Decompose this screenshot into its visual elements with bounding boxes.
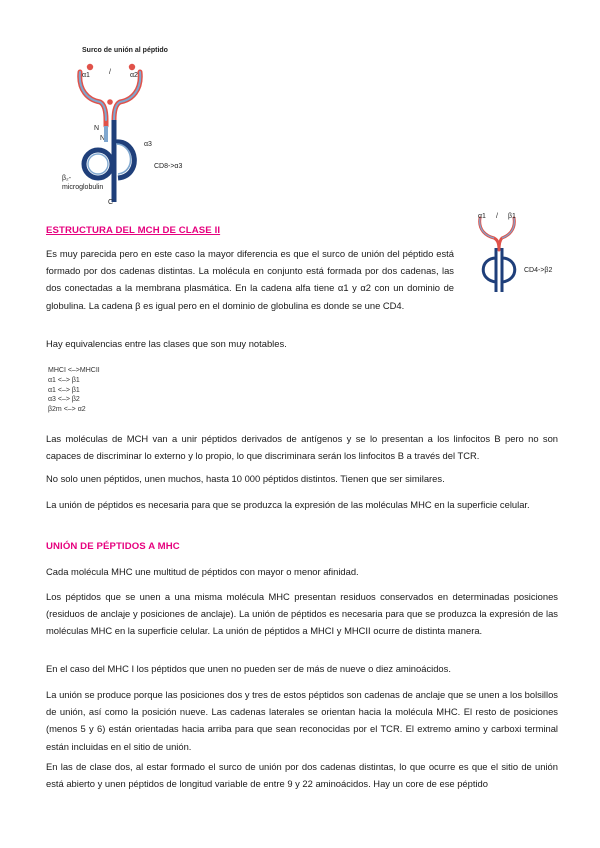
fig2-peptide-mark: / [496, 213, 498, 220]
mhc-class-i-figure [60, 42, 260, 212]
class-ii-right-lobe [502, 258, 515, 282]
paragraph-anchor-residues: Los péptidos que se unen a una misma molécula MHC presentan residuos conservados en determinadas posiciones (residuos de anclaje y posiciones de anclaje). La unión de péptidos es necesaria para que se produzca la expresión de las moléculas MHC en la superficie celular. La unión de péptidos a MHCI y MHCII ocurre de distinta manera. [46, 591, 558, 637]
equivalence-item: α3 <–> β2 [48, 396, 80, 404]
equivalence-list [48, 366, 100, 415]
section-title-peptide-binding: UNIÓN DE PÉPTIDOS A MHC [46, 541, 180, 552]
mhc-class-ii-figure [468, 204, 578, 300]
paragraph-affinity: Cada molécula MHC une multitud de péptidos con mayor o menor afinidad. [46, 566, 359, 577]
paragraph-peptide-count: No solo unen péptidos, unen muchos, hasta 10 000 péptidos distintos. Tienen que ser similares. [46, 473, 445, 484]
label-n-2: N [100, 135, 106, 142]
paragraph-binding-positions: La unión se produce porque las posiciones dos y tres de estos péptidos son cadenas de anclaje que se unen a los bolsillos de unión, así como la posición nueve. Las cadenas laterales se orientan hacia la molécula MHC. El resto de posiciones (menos 5 y 6) están orientadas hacia arriba para que sean reconocidas por el TCR. El extremo amino y carboxi terminal están incluidas en el sitio de unión. [46, 689, 558, 752]
paragraph-equivalences: Hay equivalencias entre las clases que son muy notables. [46, 338, 287, 349]
peptide-dot-center [107, 99, 113, 105]
label-beta2: β₂- [62, 175, 72, 182]
class-ii-left-lobe [483, 258, 496, 282]
alpha-chain-groove-inner [80, 72, 141, 120]
paragraph-class-ii: En las de clase dos, al estar formado el surco de unión por dos cadenas distintas, lo que ocurre es que el sitio de unión está abierto y unen péptidos de longitud variable de entre 9 y 22 aminoácidos. Hay un core de ese péptido [46, 761, 558, 790]
paragraph-structure: Es muy parecida pero en este caso la mayor diferencia es que el surco de unión del péptido está formado por dos cadenas distintas. La molécula en conjunto está formada por dos cadenas, las dos conectadas a la membrana plasmática. En la cadena alfa tiene α1 y α2 con un dominio de globulina. La cadena β es igual pero en el dominio de globulina es donde se une CD4. [46, 248, 454, 311]
label-c: C [108, 199, 114, 206]
label-alpha2: α2 [130, 72, 138, 79]
equivalence-item: β2m <–> α2 [48, 406, 86, 414]
paragraph-antigen-peptides: Las moléculas de MCH van a unir péptidos derivados de antígenos y se lo presentan a los linfocitos B pero no son capaces de discriminar lo externo y lo propio, lo que discriminara serán los linfocitos B a través del TCR. [46, 433, 558, 462]
label-n-1: N [94, 125, 100, 132]
fig2-label-alpha1: α1 [478, 213, 486, 220]
peptide-dot-right [129, 64, 135, 70]
fig2-label-cd4: CD4->β2 [524, 267, 553, 274]
peptide-dot-left [87, 64, 93, 70]
equivalence-item: MHCI <–>MHCII [48, 367, 100, 374]
alpha-chain-groove [80, 72, 141, 126]
beta2-microglobulin-inner [88, 154, 108, 174]
peptide-mark: / [109, 69, 111, 76]
equivalence-item: α1 <–> β1 [48, 386, 80, 394]
equivalence-item: α1 <–> β1 [48, 376, 80, 384]
class-ii-stalk [496, 248, 502, 292]
figure1-title: Surco de unión al péptido [82, 47, 168, 54]
section-title-structure: ESTRUCTURA DEL MCH DE CLASE II [46, 225, 221, 236]
paragraph-mhc-i-length: En el caso del MHC I los péptidos que unen no pueden ser de más de nueve o diez aminoácidos. [46, 663, 451, 674]
fig2-label-beta1: β1 [508, 213, 516, 220]
label-alpha3: α3 [144, 141, 152, 148]
label-alpha1: α1 [82, 72, 90, 79]
label-cd8: CD8->α3 [154, 163, 183, 170]
paragraph-expression: La unión de péptidos es necesaria para que se produzca la expresión de las moléculas MHC en la superficie celular. [46, 499, 530, 510]
label-microglobulin: microglobulin [62, 184, 104, 191]
